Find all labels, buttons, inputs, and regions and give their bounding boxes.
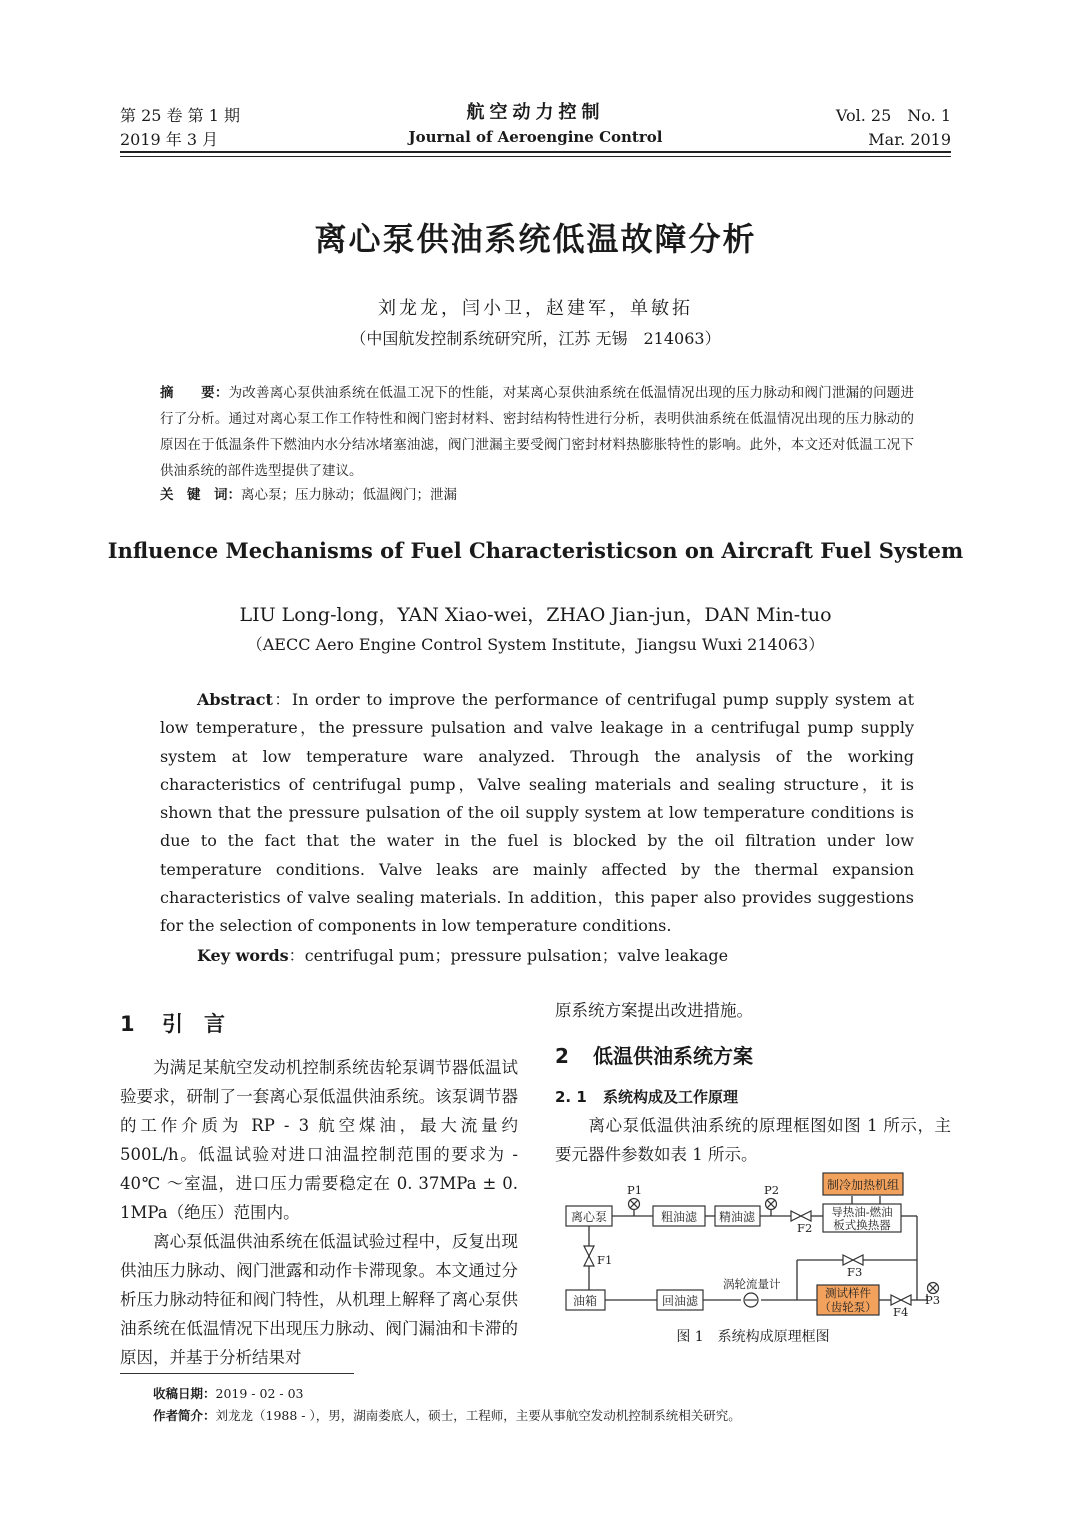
gauge-p3-label: P3: [925, 1293, 941, 1307]
gauge-p2-icon: [766, 1199, 777, 1210]
abstract-en-sep: ：: [272, 690, 292, 709]
section-1-paragraph-2-text: 离心泵低温供油系统在低温试验过程中，反复出现供油压力脉动、阀门泄露和动作卡滞现象。本文通过分析压力脉动特征和阀门特性，从机理上解释了离心泵供油系统在低温情况下出现压力脉动、阀门漏油和卡滞的原因，并基于分析结果对: [120, 1232, 518, 1367]
section-1-paragraph-2: [120, 1227, 518, 1372]
section-2-1-title: 系统构成及工作原理: [603, 1088, 739, 1106]
valve-f2-label: F2: [797, 1221, 813, 1235]
keywords-en: [160, 942, 914, 970]
abstract-en-label: Abstract: [197, 690, 273, 709]
abstract-cn-label: 摘 要：: [160, 385, 229, 401]
author-bio-value: 刘龙龙（1988 - ），男，湖南娄底人，硕士，工程师，主要从事航空发动机控制系统相关研究。: [215, 1408, 741, 1423]
abstract-en: [160, 686, 914, 941]
keywords-en-text: centrifugal pum；pressure pulsation；valve leakage: [304, 946, 729, 965]
fine-filter-label: 精油滤: [718, 1210, 756, 1224]
abstract-cn: [160, 380, 914, 484]
received-date-label: 收稿日期：: [153, 1386, 216, 1401]
authors-cn: 刘龙龙，闫小卫，赵建军，单敏拓: [378, 298, 693, 319]
valve-f4-label: F4: [893, 1305, 909, 1319]
valve-f2-icon: [791, 1211, 811, 1221]
authors-en: LIU Long-long，YAN Xiao-wei，ZHAO Jian-jun，DAN Min-tuo: [239, 604, 832, 626]
keywords-cn-text: 离心泵；压力脉动；低温阀门；泄漏: [241, 487, 457, 503]
keywords-cn-label: 关 键 词：: [160, 487, 241, 503]
affiliation-en: （AECC Aero Engine Control System Institute，Jiangsu Wuxi 214063）: [246, 635, 825, 654]
footnote-rule: [120, 1373, 354, 1374]
section-2-number: 2: [555, 1044, 569, 1068]
keywords-en-sep: ：: [288, 946, 305, 965]
section-1-paragraph-1: [120, 1053, 518, 1227]
section-1-title: 引 言: [162, 1012, 225, 1036]
refrigeration-unit-label: 制冷加热机组: [826, 1178, 900, 1192]
coarse-filter-label: 粗油滤: [660, 1210, 698, 1224]
test-sample-label-1: 测试样件: [825, 1286, 871, 1300]
pump-label: 离心泵: [570, 1210, 608, 1224]
abstract-en-text: In order to improve the performance of centrifugal pump supply system at low temperature，the pressure pulsation and valve leakage in a centrifugal pump supply system at low temperature ware analyzed. Through the analysis of the working characteristics of centrifugal pump，Valve sealing materials and sealing structure，it is shown that the pressure pulsation of the oil supply system at low temperature conditions is due to the fact that the water in the fuel is blocked by the oil filtration under low temperature conditions. Valve leaks are mainly affected by the thermal expansion characteristics of valve sealing materials. In addition，this paper also provides suggestions for the selection of components in low temperature conditions.: [160, 690, 914, 936]
gauge-p3-icon: [928, 1283, 939, 1294]
paragraph-continuation: 原系统方案提出改进措施。: [555, 1001, 753, 1020]
paper-title-en: Influence Mechanisms of Fuel Characteristicson on Aircraft Fuel System: [107, 538, 964, 563]
test-sample-label-2: （齿轮泵）: [819, 1300, 877, 1314]
section-1-number: 1: [120, 1012, 135, 1036]
figure-1-caption: 图 1 系统构成原理框图: [676, 1329, 830, 1345]
section-1-paragraph-1-text: 为满足某航空发动机控制系统齿轮泵调节器低温试验要求，研制了一套离心泵低温供油系统。该泵调节器的工作介质为 RP - 3 航空煤油，最大流量约 500L/h。低温试验对进口油温控制范围的要求为 - 40℃ ～室温，进口压力需要稳定在 0. 37MPa ± 0. 1MPa（绝压）范围内。: [120, 1058, 518, 1222]
abstract-cn-text: 为改善离心泵供油系统在低温工况下的性能，对某离心泵供油系统在低温情况出现的压力脉动和阀门泄漏的问题进行了分析。通过对离心泵工作工作特性和阀门密封材料、密封结构特性进行分析，表明供油系统在低温情况出现的压力脉动的原因在于低温条件下燃油内水分结冰堵塞油滤，阀门泄漏主要受阀门密封材料热膨胀特性的影响。此外，本文还对低温工况下供油系统的部件选型提供了建议。: [160, 385, 915, 479]
keywords-en-label: Key words: [197, 946, 289, 965]
date-en: Mar. 2019: [868, 130, 951, 149]
section-1-heading: [120, 1008, 225, 1038]
tank-label: 油箱: [572, 1294, 598, 1308]
journal-name-cn: 航空动力控制: [466, 102, 605, 123]
author-bio-label: 作者简介：: [153, 1408, 216, 1423]
section-2-1-paragraph-text: 离心泵低温供油系统的原理框图如图 1 所示，主要元器件参数如表 1 所示。: [555, 1116, 951, 1164]
flowmeter-label: 涡轮流量计: [723, 1277, 781, 1291]
gauge-p1-icon: [629, 1199, 640, 1210]
header-rule-thin: [120, 156, 951, 157]
valve-f4-icon: [891, 1295, 911, 1305]
section-2-1-number: 2. 1: [555, 1088, 587, 1106]
footnote: [153, 1383, 741, 1427]
valve-f1-icon: [584, 1246, 594, 1266]
author-bio: [153, 1405, 741, 1427]
section-2-title: 低温供油系统方案: [593, 1044, 753, 1068]
received-date: [153, 1383, 741, 1405]
section-2-1-heading: [555, 1086, 738, 1107]
heat-exchanger-label-1: 导热油-燃油: [831, 1205, 893, 1219]
figure-1-diagram: [555, 1168, 951, 1324]
gauge-p2-label: P2: [764, 1183, 780, 1197]
section-2-heading: [555, 1040, 753, 1069]
header-right: [836, 104, 951, 152]
flowmeter-icon: [744, 1293, 758, 1307]
return-filter-label: 回油滤: [661, 1294, 699, 1308]
date-cn: 2019 年 3 月: [120, 130, 219, 149]
valve-f1-label: F1: [597, 1253, 613, 1267]
keywords-cn: [160, 485, 914, 505]
valve-f3-label: F3: [847, 1265, 863, 1279]
journal-name-en: Journal of Aeroengine Control: [408, 128, 663, 146]
figure-1: [555, 1168, 951, 1328]
gauge-p1-label: P1: [627, 1183, 643, 1197]
heat-exchanger-label-2: 板式换热器: [833, 1218, 891, 1232]
volume-issue-en: Vol. 25 No. 1: [835, 106, 951, 125]
affiliation-cn: （中国航发控制系统研究所，江苏 无锡 214063）: [350, 329, 721, 348]
valve-f3-icon: [843, 1255, 863, 1265]
section-2-1-paragraph: [555, 1111, 951, 1169]
received-date-value: 2019 - 02 - 03: [215, 1386, 304, 1401]
header-rule-thick: [120, 151, 951, 153]
paper-title-cn: 离心泵供油系统低温故障分析: [314, 220, 757, 258]
volume-issue-cn: 第 25 卷 第 1 期: [120, 106, 240, 125]
